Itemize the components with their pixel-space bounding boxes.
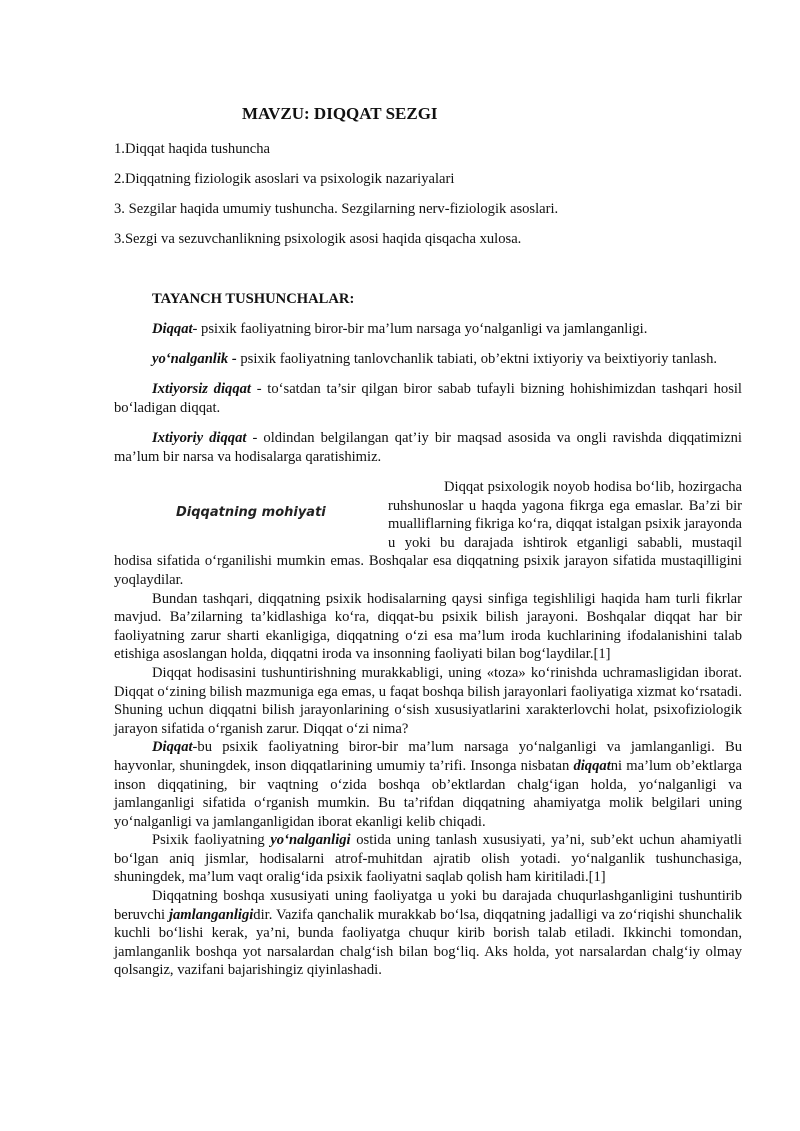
definition-text: - to‘satdan ta’sir qilgan biror sabab tufayli bizning hohishimizdan tashqari hosil bo‘ladigan diqqat. (114, 381, 742, 416)
paragraph (114, 887, 742, 980)
definition (114, 429, 742, 467)
paragraph-text: ostida uning tanlash xususiyati, ya’ni, sub’ekt uchun ahamiyatli bo‘lgan aniq jismlar, hodisalarni atrof-muhitdan ajratib olish yotadi. yo‘nalganlik tushunchasiga, shuningdek, ma’lum vaqt oralig‘ida psixik faoliyatni saqlab qolish ham kiritiladi.[1] (114, 832, 742, 886)
box-caption: Diqqatning mohiyati (176, 505, 326, 520)
paragraph-term: yo‘nalganligi (270, 832, 351, 849)
definition-term: Ixtiyorsiz diqqat (152, 381, 251, 397)
caption-box (114, 478, 384, 544)
paragraph-text: dir. Vazifa qanchalik murakkab bo‘lsa, diqqatning jadalligi va zo‘riqishi shunchalik kuchli bo‘lishi kerak, ya’ni, bunda faoliyatga chuqur kirib borish talab etiladi. Ikkinchi tomondan, jamlanganlik boshqa yot narsalardan chalg‘ish bilan bog‘liq. Aks holda, yot narsalardan chalg‘iy olmay qolsangiz, vazifani bajarishingiz qiyinlashadi. (114, 906, 742, 979)
topic-item: 2.Diqqatning fiziologik asoslari va psixologik nazariyalari (114, 171, 455, 187)
definition-text: psixik faoliyatning tanlovchanlik tabiati, ob’ektni ixtiyoriy va beixtiyoriy tanlash. (236, 351, 718, 367)
paragraph (114, 738, 742, 831)
body-text (114, 478, 742, 980)
paragraph-text: Diqqatning boshqa xususiyati uning faoliyatga u yoki bu darajada chuqurlashganligini tushuntirib beruvchi (114, 888, 742, 923)
paragraph: Diqqat hodisasini tushuntirishning murakkabligi, uning «toza» ko‘rinishda uchramasligidan iborat. Diqqat o‘zining bilish mazmuniga ega emas, u faqat boshqa bilish jarayonlari faoliyatiga xizmat ko‘rsatadi. Shuning uchun diqqatni bilish jarayonlarining o‘sish xususiyatlarini xarakterlovchi holat, psixofiziologik jarayon sifatida o‘rganish zarur. Diqqat o‘zi nima? (114, 664, 742, 737)
paragraph-term: diqqat (573, 757, 611, 774)
paragraph (114, 831, 742, 887)
definition-term: yo‘nalganlik - (152, 351, 237, 367)
definition-text: - oldindan belgilangan qat’iy bir maqsad asosida va ongli ravishda diqqatimizni ma’lum bir narsa va hodisalarga qaratishimiz. (114, 430, 742, 465)
paragraph-text: Psixik faoliyatning (152, 832, 271, 849)
paragraph-text: -bu psixik faoliyatning biror-bir ma’lum narsaga yo‘nalganligi va jamlanganligi. Bu hayvonlar, shuningdek, inson diqqatlarining umumiy ta’rifi. Insonga nisbatan (114, 739, 742, 774)
paragraph-term: jamlanganligi (168, 906, 254, 923)
definition-term: Diqqat (152, 321, 193, 337)
definition (114, 320, 742, 339)
definition (114, 350, 742, 369)
document-page (114, 104, 742, 980)
topic-item: 1.Diqqat haqida tushuncha (114, 141, 271, 157)
definition (114, 380, 742, 418)
topic-item: 3.Sezgi va sezuvchanlikning psixologik asosi haqida qisqacha xulosa. (114, 231, 522, 247)
document-title: MAVZU: DIQQAT SEZGI (242, 104, 438, 123)
paragraph-text: ni ma’lum ob’ektlarga inson diqqatining, bir vaqtning o‘zida boshqa ob’ektlardan chalg‘igan holda, yo‘nalganligi va jamlanganligi sifatida o‘rganish mumkin. Bu ta’rifdan diqqatning ahamiyatga molik belgilari uning yo‘nalganligi va jamlanganligidan iborat ekanligi kelib chiqadi. (114, 757, 742, 830)
definition-term: Ixtiyoriy diqqat (152, 430, 247, 446)
section-heading: TAYANCH TUSHUNCHALAR: (152, 291, 355, 307)
topic-item: 3. Sezgilar haqida umumiy tushuncha. Sezgilarning nerv-fiziologik asoslari. (114, 201, 559, 217)
paragraph: Bundan tashqari, diqqatning psixik hodisalarning qaysi sinfiga tegishliligi haqida ham turli fikrlar mavjud. Ba’zilarning ta’kidlashiga ko‘ra, diqqat-bu psixik bilish jarayoni. Boshqalar diqqat har bir faoliyatning zarur sharti ekanligiga, diqqatning o‘zi esa ma’lum iroda kuchlarining ifodalanishini talab etishiga asoslangan holda, diqqatni iroda va insonning faoliyati bilan bog‘laydilar.[1] (114, 590, 742, 663)
definition-text: - psixik faoliyatning biror-bir ma’lum narsaga yo‘nalganligi va jamlanganligi. (192, 321, 648, 337)
paragraph: Diqqat psixologik noyob hodisa bo‘lib, hozirgacha ruhshunoslar u haqda yagona fikrga ega emaslar. Ba’zi bir mualliflarning fikriga ko‘ra, diqqat istalgan psixik jarayonda u yoki bu darajada ishtirok etganligi sababli, mustaqil hodisa sifatida o‘rganilishi mumkin emas. Boshqalar esa diqqatning psixik jarayon sifatida mustaqilligini yoqlaydilar. (114, 479, 742, 588)
topic-list (114, 140, 742, 248)
paragraph-term: Diqqat (152, 739, 193, 756)
